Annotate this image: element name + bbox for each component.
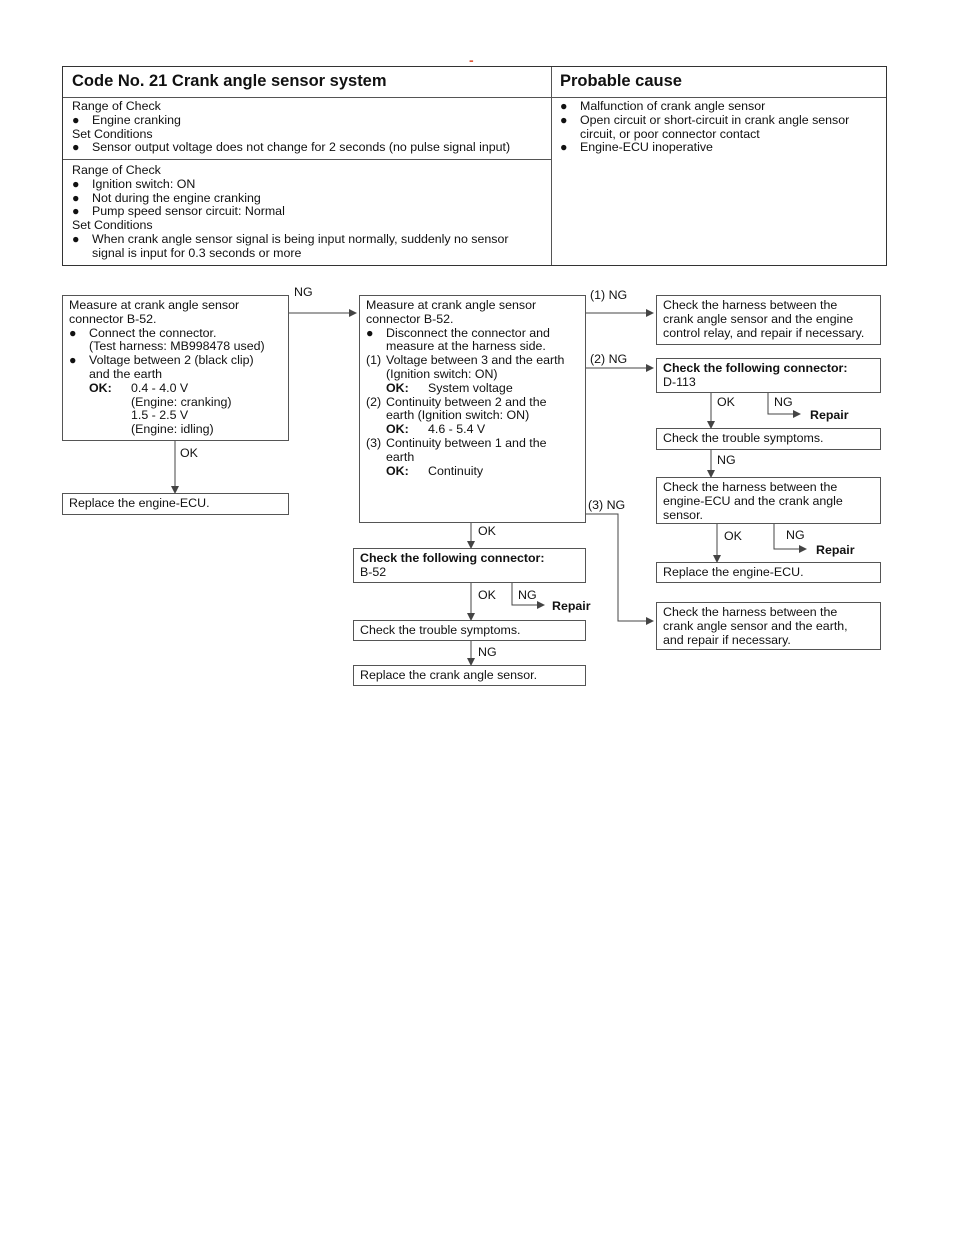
step-text: Measure at crank angle sensor [69,298,240,312]
measure-voltage-box [62,295,289,441]
ok-value: 4.6 - 5.4 V [428,422,486,437]
step-number: (2) [366,394,382,409]
step-text: Replace the crank angle sensor. [360,668,538,682]
range-item: Not during the engine cranking [92,190,261,205]
step-text: Replace the engine-ECU. [663,565,804,579]
step-item-cont: measure at the harness side. [386,339,546,354]
ok-value: 0.4 - 4.0 V [131,380,189,395]
check-connector-b52-box [353,548,586,583]
ok-label: OK [724,529,742,543]
probable-cause-header: Probable cause [560,72,682,90]
step-item-cont: (Test harness: MB998478 used) [89,339,265,354]
check-harness-relay-box [656,295,881,345]
check-trouble-symptoms-box [656,428,881,450]
ok-label: OK: [386,463,409,478]
table-title: Code No. 21 Crank angle sensor system [72,72,387,90]
step-number: (3) [366,435,382,450]
ng-label: NG [478,645,497,659]
step-item: Voltage between 2 (black clip) [89,353,254,368]
ok-label: OK [478,588,496,602]
check-trouble-symptoms-box [353,620,586,641]
step-text: Check the trouble symptoms. [663,431,824,445]
step-item-cont: (Ignition switch: ON) [386,366,498,381]
step-text: Check the trouble symptoms. [360,623,521,637]
step-item-cont: and the earth [89,366,163,381]
check-connector-d113-box [656,358,881,393]
bullet: ● [560,99,568,113]
step-text: connector B-52. [69,311,157,326]
ok-label: OK: [89,380,112,395]
step-text: Check the harness between the [663,605,838,619]
ng-label: NG [518,588,537,602]
replace-ecu-box [62,493,289,515]
bullet: ● [72,112,80,127]
bullet: ● [72,176,80,191]
set-label: Set Conditions [72,126,153,141]
step-item: Continuity between 1 and the [386,435,547,450]
replace-sensor-box [353,665,586,686]
set-label: Set Conditions [72,218,153,233]
step-text: Check the harness between the [663,480,838,494]
bullet: ● [69,353,77,368]
ok-value: (Engine: idling) [131,422,214,437]
step-text: connector B-52. [366,311,454,326]
range-label: Range of Check [72,163,161,177]
step-item: Continuity between 2 and the [386,394,547,409]
check-harness-earth-box [656,602,881,650]
step-item-cont: earth (Ignition switch: ON) [386,408,530,423]
bullet: ● [560,140,568,155]
step-title: Check the following connector: [360,551,545,565]
ng-label-3: (3) NG [588,498,626,512]
bullet: ● [72,231,80,246]
ng-label: NG [774,395,793,409]
step-item: Voltage between 3 and the earth [386,353,565,368]
step-text: engine-ECU and the crank angle [663,493,843,508]
ok-value: (Engine: cranking) [131,394,232,409]
step-text: sensor. [663,507,703,522]
ng-label: NG [294,285,313,299]
connector-id: B-52 [360,564,387,579]
range-item: Pump speed sensor circuit: Normal [92,204,285,219]
ok-value: Continuity [428,463,484,478]
step-text: Replace the engine-ECU. [69,496,210,510]
cause-item: Malfunction of crank angle sensor [580,99,766,113]
cause-item: Open circuit or short-circuit in crank angle sensor [580,112,850,127]
bullet: ● [560,112,568,127]
set-item: When crank angle sensor signal is being input normally, suddenly no sensor [92,231,509,246]
bullet: ● [72,140,80,155]
step-title: Check the following connector: [663,361,848,375]
check-harness-ecu-box [656,477,881,524]
step-item: Disconnect the connector and [386,325,550,340]
step-text: crank angle sensor and the engine [663,311,854,326]
repair-label: Repair [810,408,849,422]
step-text: and repair if necessary. [663,632,791,647]
repair-label: Repair [552,599,591,613]
range-item: Engine cranking [92,112,181,127]
range-item: Ignition switch: ON [92,176,196,191]
set-item-cont: signal is input for 0.3 seconds or more [92,245,302,260]
ng-label-1: (1) NG [590,288,628,302]
range-label: Range of Check [72,99,161,113]
measure-harness-box [359,295,586,523]
cause-item-cont: circuit, or poor connector contact [580,126,760,141]
ok-label: OK: [386,422,409,437]
ng-label-2: (2) NG [590,352,628,366]
ok-value: 1.5 - 2.5 V [131,408,189,423]
step-text: Check the harness between the [663,298,838,312]
ok-value: System voltage [428,380,513,395]
step-item-cont: earth [386,449,415,464]
ok-label: OK [180,446,198,460]
bullet: ● [72,204,80,219]
repair-label: Repair [816,543,855,557]
ok-label: OK: [386,380,409,395]
step-text: control relay, and repair if necessary. [663,325,865,340]
step-text: Measure at crank angle sensor [366,298,537,312]
ok-label: OK [717,395,735,409]
page-mark: - [469,52,474,68]
cause-item: Engine-ECU inoperative [580,140,713,155]
bullet: ● [72,190,80,205]
set-item: Sensor output voltage does not change for 2 seconds (no pulse signal input) [92,140,511,155]
ng-label: NG [717,453,736,467]
step-text: crank angle sensor and the earth, [663,618,848,633]
step-number: (1) [366,353,382,368]
bullet: ● [69,325,77,340]
replace-ecu-box [656,562,881,583]
step-item: Connect the connector. [89,325,217,340]
ng-label: NG [786,528,805,542]
ok-label: OK [478,524,496,538]
connector-id: D-113 [663,374,696,389]
bullet: ● [366,325,374,340]
